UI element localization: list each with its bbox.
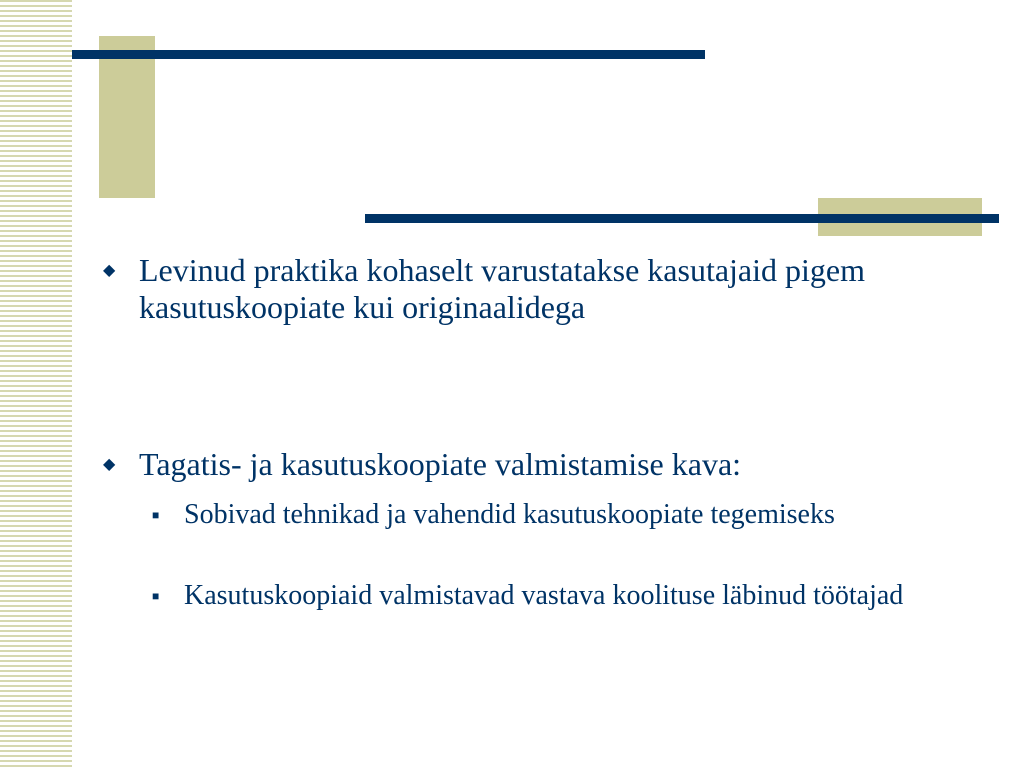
bullet-text: Levinud praktika kohaselt varustatakse kasutajaid pigem kasutuskoopiate kui originaalidega [139, 252, 865, 325]
diamond-bullet-icon: ◆ [103, 456, 116, 473]
diamond-bullet-icon: ◆ [103, 262, 116, 279]
square-bullet-icon: ■ [152, 589, 160, 603]
square-bullet-icon: ■ [152, 508, 160, 522]
sub-bullet-text: Kasutuskoopiaid valmistavad vastava koolituse läbinud töötajad [184, 580, 904, 611]
sub-bullet-text: Sobivad tehnikad ja vahendid kasutuskoopiate tegemiseks [184, 499, 835, 530]
bullet-text: Tagatis- ja kasutuskoopiate valmistamise kava: [139, 446, 742, 482]
